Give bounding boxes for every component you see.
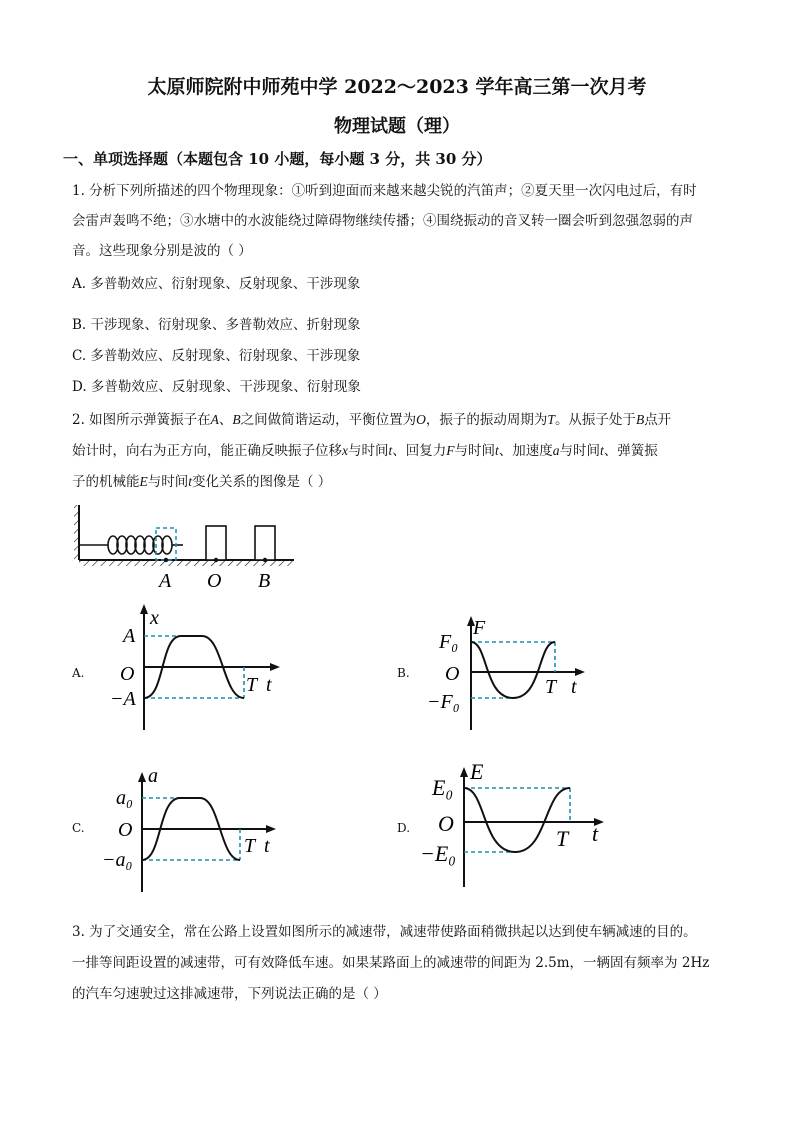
graph-c-bottom: −a₀ <box>102 849 133 871</box>
option-a-label: A. <box>72 666 85 680</box>
graph-b-top: F₀ <box>439 631 459 653</box>
graph-a-bottom: −A <box>110 688 136 710</box>
q1-option-b: B. 干涉现象、衍射现象、多普勒效应、折射现象 <box>72 317 361 333</box>
section-heading: 一、单项选择题（本题包含 10 小题，每小题 3 分，共 30 分） <box>63 150 492 168</box>
spring-oscillator-diagram <box>70 503 300 593</box>
option-c-label: C. <box>72 821 85 835</box>
q1-line-3: 音。这些现象分别是波的（ ） <box>72 243 252 259</box>
graph-d-top: E₀ <box>432 775 454 800</box>
graph-c-xlabel: t <box>264 835 270 857</box>
graph-b-xlabel: t <box>571 676 577 698</box>
q1-option-d: D. 多普勒效应、反射现象、干涉现象、衍射现象 <box>72 379 361 395</box>
block-at-b <box>255 526 275 560</box>
block-at-o <box>206 526 226 560</box>
graph-a-xlabel: t <box>266 674 272 696</box>
graph-b-ylabel: F <box>473 617 486 639</box>
graph-c-acceleration <box>98 760 298 895</box>
graph-a-period: T <box>246 674 258 696</box>
page-title: 太原师院附中师苑中学 2022～2023 学年高三第一次月考 <box>147 76 647 98</box>
graph-c-origin: O <box>118 819 133 841</box>
graph-b-force <box>425 600 625 735</box>
q1-line-1: 1. 分析下列所描述的四个物理现象：①听到迎面而来越来越尖锐的汽笛声；②夏天里一次闪电过后，有时 <box>72 183 697 199</box>
label-a: A <box>159 570 172 592</box>
option-b-label: B. <box>397 666 410 680</box>
option-d-label: D. <box>397 821 411 835</box>
q3-line-2: 一排等间距设置的减速带，可有效降低车速。如果某路面上的减速带的间距为 2.5m，一辆固有频率为 2Hz <box>72 955 710 971</box>
graph-b-bottom: −F₀ <box>427 691 460 713</box>
label-o: O <box>207 570 222 592</box>
q1-line-2: 会雷声轰鸣不绝；③水塘中的水波能绕过障碍物继续传播；④围绕振动的音叉转一圈会听到忽强忽弱的声 <box>72 213 693 229</box>
graph-a-top: A <box>123 625 136 647</box>
graph-a-origin: O <box>120 663 135 685</box>
q3-line-1: 3. 为了交通安全，常在公路上设置如图所示的减速带，减速带使路面稍微拱起以达到使车辆减速的目的。 <box>72 924 697 940</box>
q1-option-a: A. 多普勒效应、衍射现象、反射现象、干涉现象 <box>72 276 361 292</box>
graph-c-ylabel: a <box>148 765 158 787</box>
q2-line-2: 始计时，向右为正方向，能正确反映振子位移x与时间t、回复力F与时间t、加速度a与时间t、弹簧振 <box>72 443 658 459</box>
graph-c-period: T <box>244 835 256 857</box>
graph-d-energy <box>418 755 628 890</box>
graph-c-top: a₀ <box>116 787 133 809</box>
q2-line-1: 2. 如图所示弹簧振子在A、B之间做简谐运动，平衡位置为O，振子的振动周期为T。从振子处于B点开 <box>72 412 672 428</box>
q3-line-3: 的汽车匀速驶过这排减速带，下列说法正确的是（ ） <box>72 986 387 1002</box>
graph-a-ylabel: x <box>150 607 159 629</box>
spring <box>79 536 183 554</box>
graph-b-period: T <box>545 676 557 698</box>
q2-line-3: 子的机械能E与时间t变化关系的图像是（ ） <box>72 474 332 490</box>
label-b: B <box>258 570 271 592</box>
graph-d-period: T <box>556 826 569 851</box>
graph-d-xlabel: t <box>592 821 599 846</box>
graph-b-origin: O <box>445 663 460 685</box>
q1-option-c: C. 多普勒效应、反射现象、衍射现象、干涉现象 <box>72 348 361 364</box>
block-dashed-at-a <box>156 528 176 560</box>
graph-d-ylabel: E <box>470 759 484 784</box>
graph-d-bottom: −E₀ <box>420 841 456 866</box>
page-subtitle: 物理试题（理） <box>334 116 460 137</box>
graph-a-displacement <box>98 600 298 735</box>
graph-d-origin: O <box>438 811 454 836</box>
